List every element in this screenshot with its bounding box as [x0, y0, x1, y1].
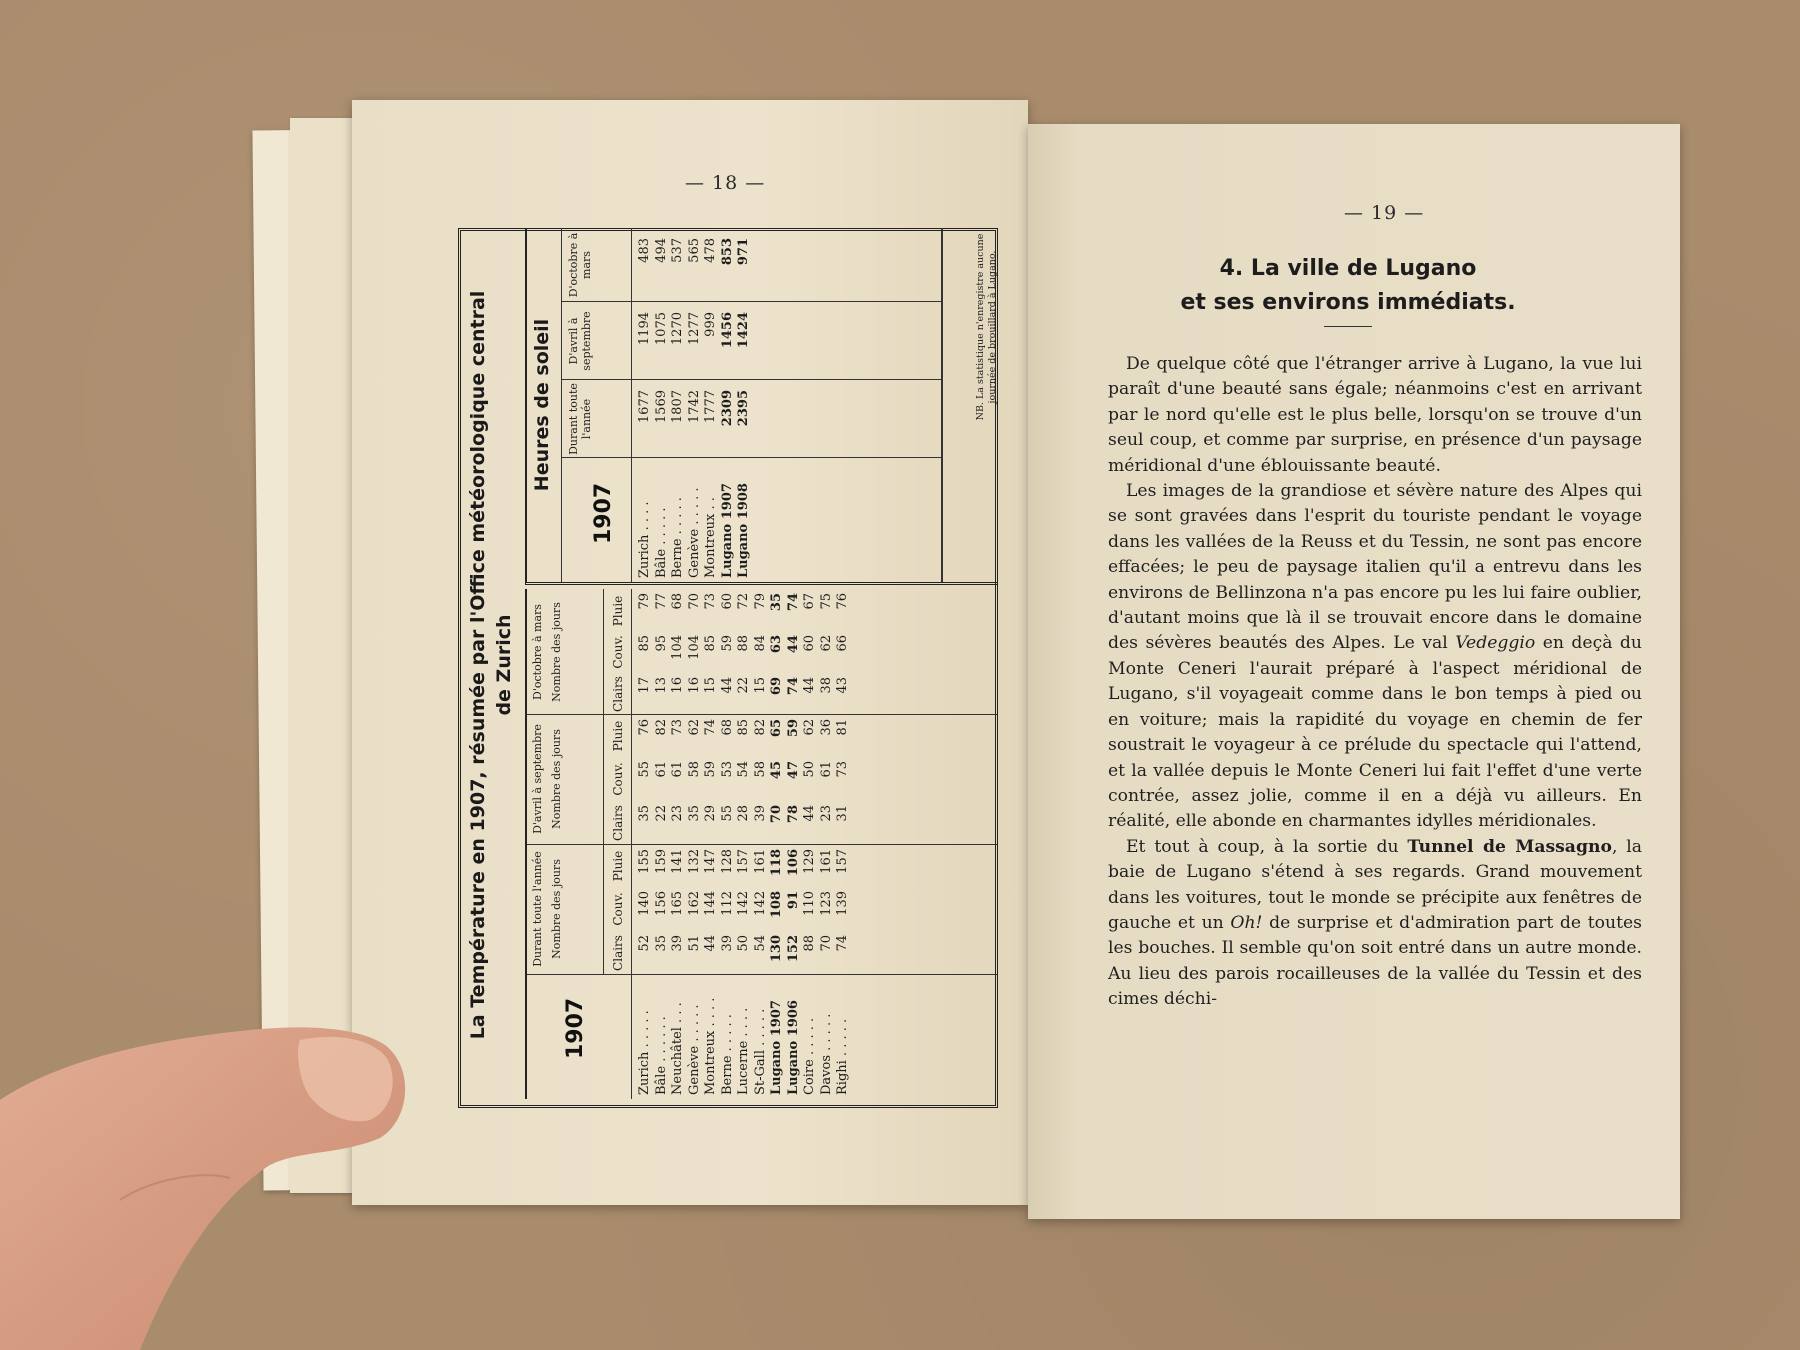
table-cell: 39 — [670, 935, 685, 952]
table-cell: 22 — [653, 805, 669, 822]
table-cell: 1742 — [686, 390, 702, 424]
sun-city-list: Zurich . . . . Bâle . . . . . Berne . . . . . Genève . . . . . Montreux . . Lugano 1907 Lugano 1908 — [637, 483, 751, 578]
table-cell: 35 — [653, 935, 669, 952]
table-cell: 23 — [670, 805, 685, 822]
rotated-table-area — [458, 228, 998, 1108]
table-cell: 58 — [752, 761, 768, 778]
table-cell: 118 — [769, 849, 784, 877]
table-cell: 62 — [802, 719, 817, 736]
table-cell: 161 — [752, 849, 768, 874]
table-cell: 76 — [835, 593, 850, 610]
table-cell: 142 — [736, 891, 751, 916]
table-cell: 70 — [686, 593, 702, 610]
table-cell: 16 — [670, 677, 685, 694]
table-cell: 565 — [686, 238, 702, 263]
table-cell: 1277 — [686, 312, 702, 346]
table-cell: 15 — [752, 677, 768, 694]
table-cell: 44 — [719, 677, 735, 694]
table-cell: 74 — [835, 935, 850, 952]
table-cell: 104 — [686, 635, 702, 660]
table-title: La Température en 1907, résumée par l'Office météorologique central de Zurich — [467, 290, 515, 1040]
table-cell: 74 — [785, 593, 801, 612]
table-cell: 1569 — [653, 390, 669, 424]
table-cell: 82 — [653, 719, 669, 736]
temp-column — [637, 849, 852, 887]
table-cell: 1777 — [703, 390, 718, 424]
table-cell: 156 — [653, 891, 669, 916]
table-cell: 51 — [686, 935, 702, 952]
table-cell: 54 — [736, 761, 751, 778]
table-cell: 81 — [835, 719, 850, 736]
year-label: 1907 — [563, 997, 588, 1059]
table-cell: 1075 — [653, 312, 669, 346]
period-header-summer: D'avril à septembre Nombre des jours — [531, 724, 563, 834]
table-cell: 108 — [769, 891, 784, 919]
period-header-year: Durant toute l'année Nombre des jours — [531, 851, 563, 967]
table-cell: 61 — [670, 761, 685, 778]
table-cell: 70 — [769, 805, 784, 824]
table-cell: 88 — [736, 635, 751, 652]
temp-column — [637, 677, 852, 715]
table-cell: 1424 — [736, 312, 751, 349]
table-cell: 141 — [670, 849, 685, 874]
page-number-right: — 19 — — [1344, 202, 1425, 224]
table-cell: 130 — [769, 935, 784, 963]
table-cell: 13 — [653, 677, 669, 694]
table-cell: 157 — [835, 849, 850, 874]
table-cell: 66 — [835, 635, 850, 652]
table-cell: 63 — [769, 635, 784, 654]
temp-column — [637, 593, 852, 631]
hand — [0, 950, 420, 1350]
table-cell: 73 — [703, 593, 718, 610]
sun-year-label: 1907 — [591, 482, 616, 544]
table-cell: 1456 — [719, 312, 735, 349]
temp-column — [637, 761, 852, 801]
sun-column — [637, 238, 753, 302]
temp-column — [637, 719, 852, 757]
period-header-winter: D'octobre à mars Nombre des jours — [531, 602, 563, 702]
heading-rule — [1324, 326, 1372, 327]
table-cell: 1677 — [637, 390, 652, 424]
table-cell: 60 — [802, 635, 817, 652]
table-cell: 68 — [670, 593, 685, 610]
table-cell: 95 — [653, 635, 669, 652]
table-cell: 72 — [736, 593, 751, 610]
table-cell: 112 — [719, 891, 735, 916]
table-cell: 142 — [752, 891, 768, 916]
table-cell: 59 — [785, 719, 801, 738]
table-cell: 61 — [653, 761, 669, 778]
table-cell: 65 — [769, 719, 784, 738]
table-cell: 52 — [637, 935, 652, 952]
table-cell: 23 — [818, 805, 834, 822]
table-cell: 157 — [736, 849, 751, 874]
table-cell: 59 — [703, 761, 718, 778]
table-cell: 54 — [752, 935, 768, 952]
table-cell: 132 — [686, 849, 702, 874]
temp-column — [637, 891, 852, 931]
table-cell: 999 — [703, 312, 718, 337]
table-cell: 139 — [835, 891, 850, 916]
paragraph-3: Et tout à coup, à la sortie du Tunnel de Massagno, la baie de Lugano s'étend à ses regards. Grand mouvement dans les voitures, tout le monde se précipite aux fenêtres de gauche et un Oh! de surprise et d'admiration part de toutes les bouches. Il semble qu'on soit entré dans un autre monde. Au lieu des parois rocailleuses de la vallée du Tessin et des cimes déchi- — [1108, 836, 1643, 1010]
table-cell: 55 — [719, 805, 735, 822]
table-cell: 35 — [769, 593, 784, 612]
sunshine-table: Heures de soleil 1907 Durant toute l'année D'avril à septembre D'octobre à mars Zurich . . . . Bâle . . . . . Berne . . . . . Genève . . . . . Montreux . . Lugano 1907 Lugano 1908 1677 1569 1807 1742 1777 2309 2395 1194 1075 1270 1277 999 1456 1424 483 494 537 565 478 853 971 NB. La statistique n'enregistre aucune journée de brouillard à Lugano. — [525, 228, 997, 585]
table-cell: 88 — [802, 935, 817, 952]
table-cell: 478 — [703, 238, 718, 263]
table-cell: 68 — [719, 719, 735, 736]
body-text — [1108, 352, 1642, 1013]
temp-column — [637, 635, 852, 673]
table-cell: 44 — [802, 677, 817, 694]
table-cell: 39 — [752, 805, 768, 822]
table-cell: 129 — [802, 849, 817, 874]
table-cell: 2309 — [719, 390, 735, 427]
table-cell: 17 — [637, 677, 652, 694]
table-cell: 29 — [703, 805, 718, 822]
table-cell: 47 — [785, 761, 801, 780]
table-cell: 73 — [835, 761, 850, 778]
table-cell: 104 — [670, 635, 685, 660]
table-cell: 144 — [703, 891, 718, 916]
table-cell: 74 — [703, 719, 718, 736]
table-cell: 1270 — [670, 312, 685, 346]
table-cell: 53 — [719, 761, 735, 778]
table-cell: 537 — [670, 238, 685, 263]
table-cell: 2395 — [736, 390, 751, 427]
table-cell: 76 — [637, 719, 652, 736]
right-page — [1028, 124, 1680, 1219]
table-cell: 31 — [835, 805, 850, 822]
city-list: Zurich . . . . . Bâle . . . . . . Neuchâtel . . . Genève . . . . . Montreux . . . . Berne . . . . . Lucerne . . . . St-Gall . . . . . Lugano 1907 Lugano 1906 Coire . . . . . Davos . . . . . Righi . . . . . — [637, 997, 850, 1095]
table-cell: 165 — [670, 891, 685, 916]
table-cell: 59 — [719, 635, 735, 652]
table-cell: 78 — [785, 805, 801, 824]
table-cell: 1807 — [670, 390, 685, 424]
table-cell: 45 — [769, 761, 784, 780]
table-cell: 60 — [719, 593, 735, 610]
table-cell: 50 — [802, 761, 817, 778]
table-cell: 44 — [703, 935, 718, 952]
table-cell: 15 — [703, 677, 718, 694]
paragraph-2: Les images de la grandiose et sévère nature des Alpes qui se sont gravées dans l'esprit du touriste pendant le voyage dans les vallées de la Reuss et du Tessin, ne sont pas encore effacées; le peu de paysage italien qu'il a entrevu dans les environs de Bellinzona n'a pas encore pu les lui faire oublier, d'autant moins que là il se trouvait encore dans le domaine des sévères beautés des Alpes. Le val Vedeggio en deçà du Monte Ceneri l'aurait préparé à l'aspect méridional de Lugano, s'il voyageait comme dans le bon temps à pied ou en voiture; mais la rapidité du voyage en chemin de fer soustrait le voyageur à ce prélude du spectacle qui l'attend, et la vallée depuis le Monte Ceneri lui fait l'effet d'une verte contrée, assez jolie, comme il en a déjà vu ailleurs. En réalité, elle abonde en charmantes idylles méridionales. — [1108, 481, 1643, 832]
table-cell: 971 — [736, 238, 751, 266]
table-cell: 58 — [686, 761, 702, 778]
table-cell: 91 — [785, 891, 801, 910]
table-cell: 159 — [653, 849, 669, 874]
table-cell: 35 — [637, 805, 652, 822]
table-cell: 123 — [818, 891, 834, 916]
table-cell: 50 — [736, 935, 751, 952]
table-cell: 38 — [818, 677, 834, 694]
table-cell: 77 — [653, 593, 669, 610]
table-cell: 140 — [637, 891, 652, 916]
table-cell: 43 — [835, 677, 850, 694]
table-cell: 162 — [686, 891, 702, 916]
sun-column — [637, 390, 753, 458]
temperature-days-table: 1907 Durant toute l'année Nombre des jours D'avril à septembre Nombre des jours D'octobre à mars Nombre des jours Clairs Couv. Pluie Clairs Couv. Pluie Clairs Couv. Pluie Zurich . . . . . Bâle . . . . . . Neuchâtel . . . Genève . . . . . Montreux . . . . Berne . . . . . Lucerne . . . . St-Gall . . . . . Lugano 1907 Lugano 1906 Coire . . . . . Davos . . . . . Righi . . . . . 52 35 39 51 44 39 50 54 130 152 88 70 74 140 156 165 162 144 112 142 142 108 91 110 123 139 155 159 141 132 147 128 157 161 118 106 129 161 157 35 22 23 35 29 55 28 39 70 78 44 23 31 55 61 61 58 59 53 54 58 45 47 50 61 73 76 82 73 62 74 68 85 82 65 59 62 36 81 17 13 16 16 15 44 22 15 69 74 44 38 43 85 95 104 104 85 59 88 84 63 44 60 62 66 79 77 68 70 73 60 72 79 35 74 67 75 76 — [525, 589, 997, 1099]
table-cell: 62 — [686, 719, 702, 736]
table-cell: 853 — [719, 238, 735, 266]
table-cell: 147 — [703, 849, 718, 874]
table-cell: 36 — [818, 719, 834, 736]
table-cell: 483 — [637, 238, 652, 263]
table-cell: 69 — [769, 677, 784, 696]
table-note: NB. La statistique n'enregistre aucune journée de brouillard à Lugano. — [975, 233, 998, 421]
left-page — [352, 100, 1028, 1205]
table-cell: 84 — [752, 635, 768, 652]
sun-column — [637, 312, 753, 380]
table-cell: 62 — [818, 635, 834, 652]
table-cell: 128 — [719, 849, 735, 874]
table-cell: 494 — [653, 238, 669, 263]
table-cell: 110 — [802, 891, 817, 916]
chapter-heading: 4. La ville de Lugano et ses environs immédiats. — [1180, 256, 1516, 315]
table-cell: 73 — [670, 719, 685, 736]
table-cell: 61 — [818, 761, 834, 778]
table-cell: 55 — [637, 761, 652, 778]
temperature-table — [458, 228, 998, 1108]
temp-column — [637, 805, 852, 845]
table-cell: 155 — [637, 849, 652, 874]
table-cell: 152 — [785, 935, 801, 963]
table-cell: 44 — [802, 805, 817, 822]
table-cell: 16 — [686, 677, 702, 694]
table-cell: 85 — [703, 635, 718, 652]
table-cell: 22 — [736, 677, 751, 694]
table-cell: 82 — [752, 719, 768, 736]
table-cell: 44 — [785, 635, 801, 654]
table-cell: 85 — [736, 719, 751, 736]
table-cell: 1194 — [637, 312, 652, 346]
table-cell: 70 — [818, 935, 834, 952]
table-cell: 79 — [752, 593, 768, 610]
sunshine-title: Heures de soleil — [531, 318, 553, 492]
table-cell: 85 — [637, 635, 652, 652]
table-cell: 161 — [818, 849, 834, 874]
table-cell: 67 — [802, 593, 817, 610]
table-cell: 28 — [736, 805, 751, 822]
table-cell: 39 — [719, 935, 735, 952]
table-cell: 35 — [686, 805, 702, 822]
temp-column — [637, 935, 852, 975]
table-cell: 75 — [818, 593, 834, 610]
paragraph-1: De quelque côté que l'étranger arrive à Lugano, la vue lui paraît d'une beauté sans égale; néanmoins c'est en arrivant par le nord qu'elle est le plus belle, lorsqu'on se trouve d'un seul coup, et comme par surprise, en présence d'un paysage méridional d'une éblouissante beauté. — [1108, 354, 1642, 476]
page-number-left: — 18 — — [685, 172, 766, 194]
table-cell: 74 — [785, 677, 801, 696]
table-cell: 79 — [637, 593, 652, 610]
table-cell: 106 — [785, 849, 801, 877]
